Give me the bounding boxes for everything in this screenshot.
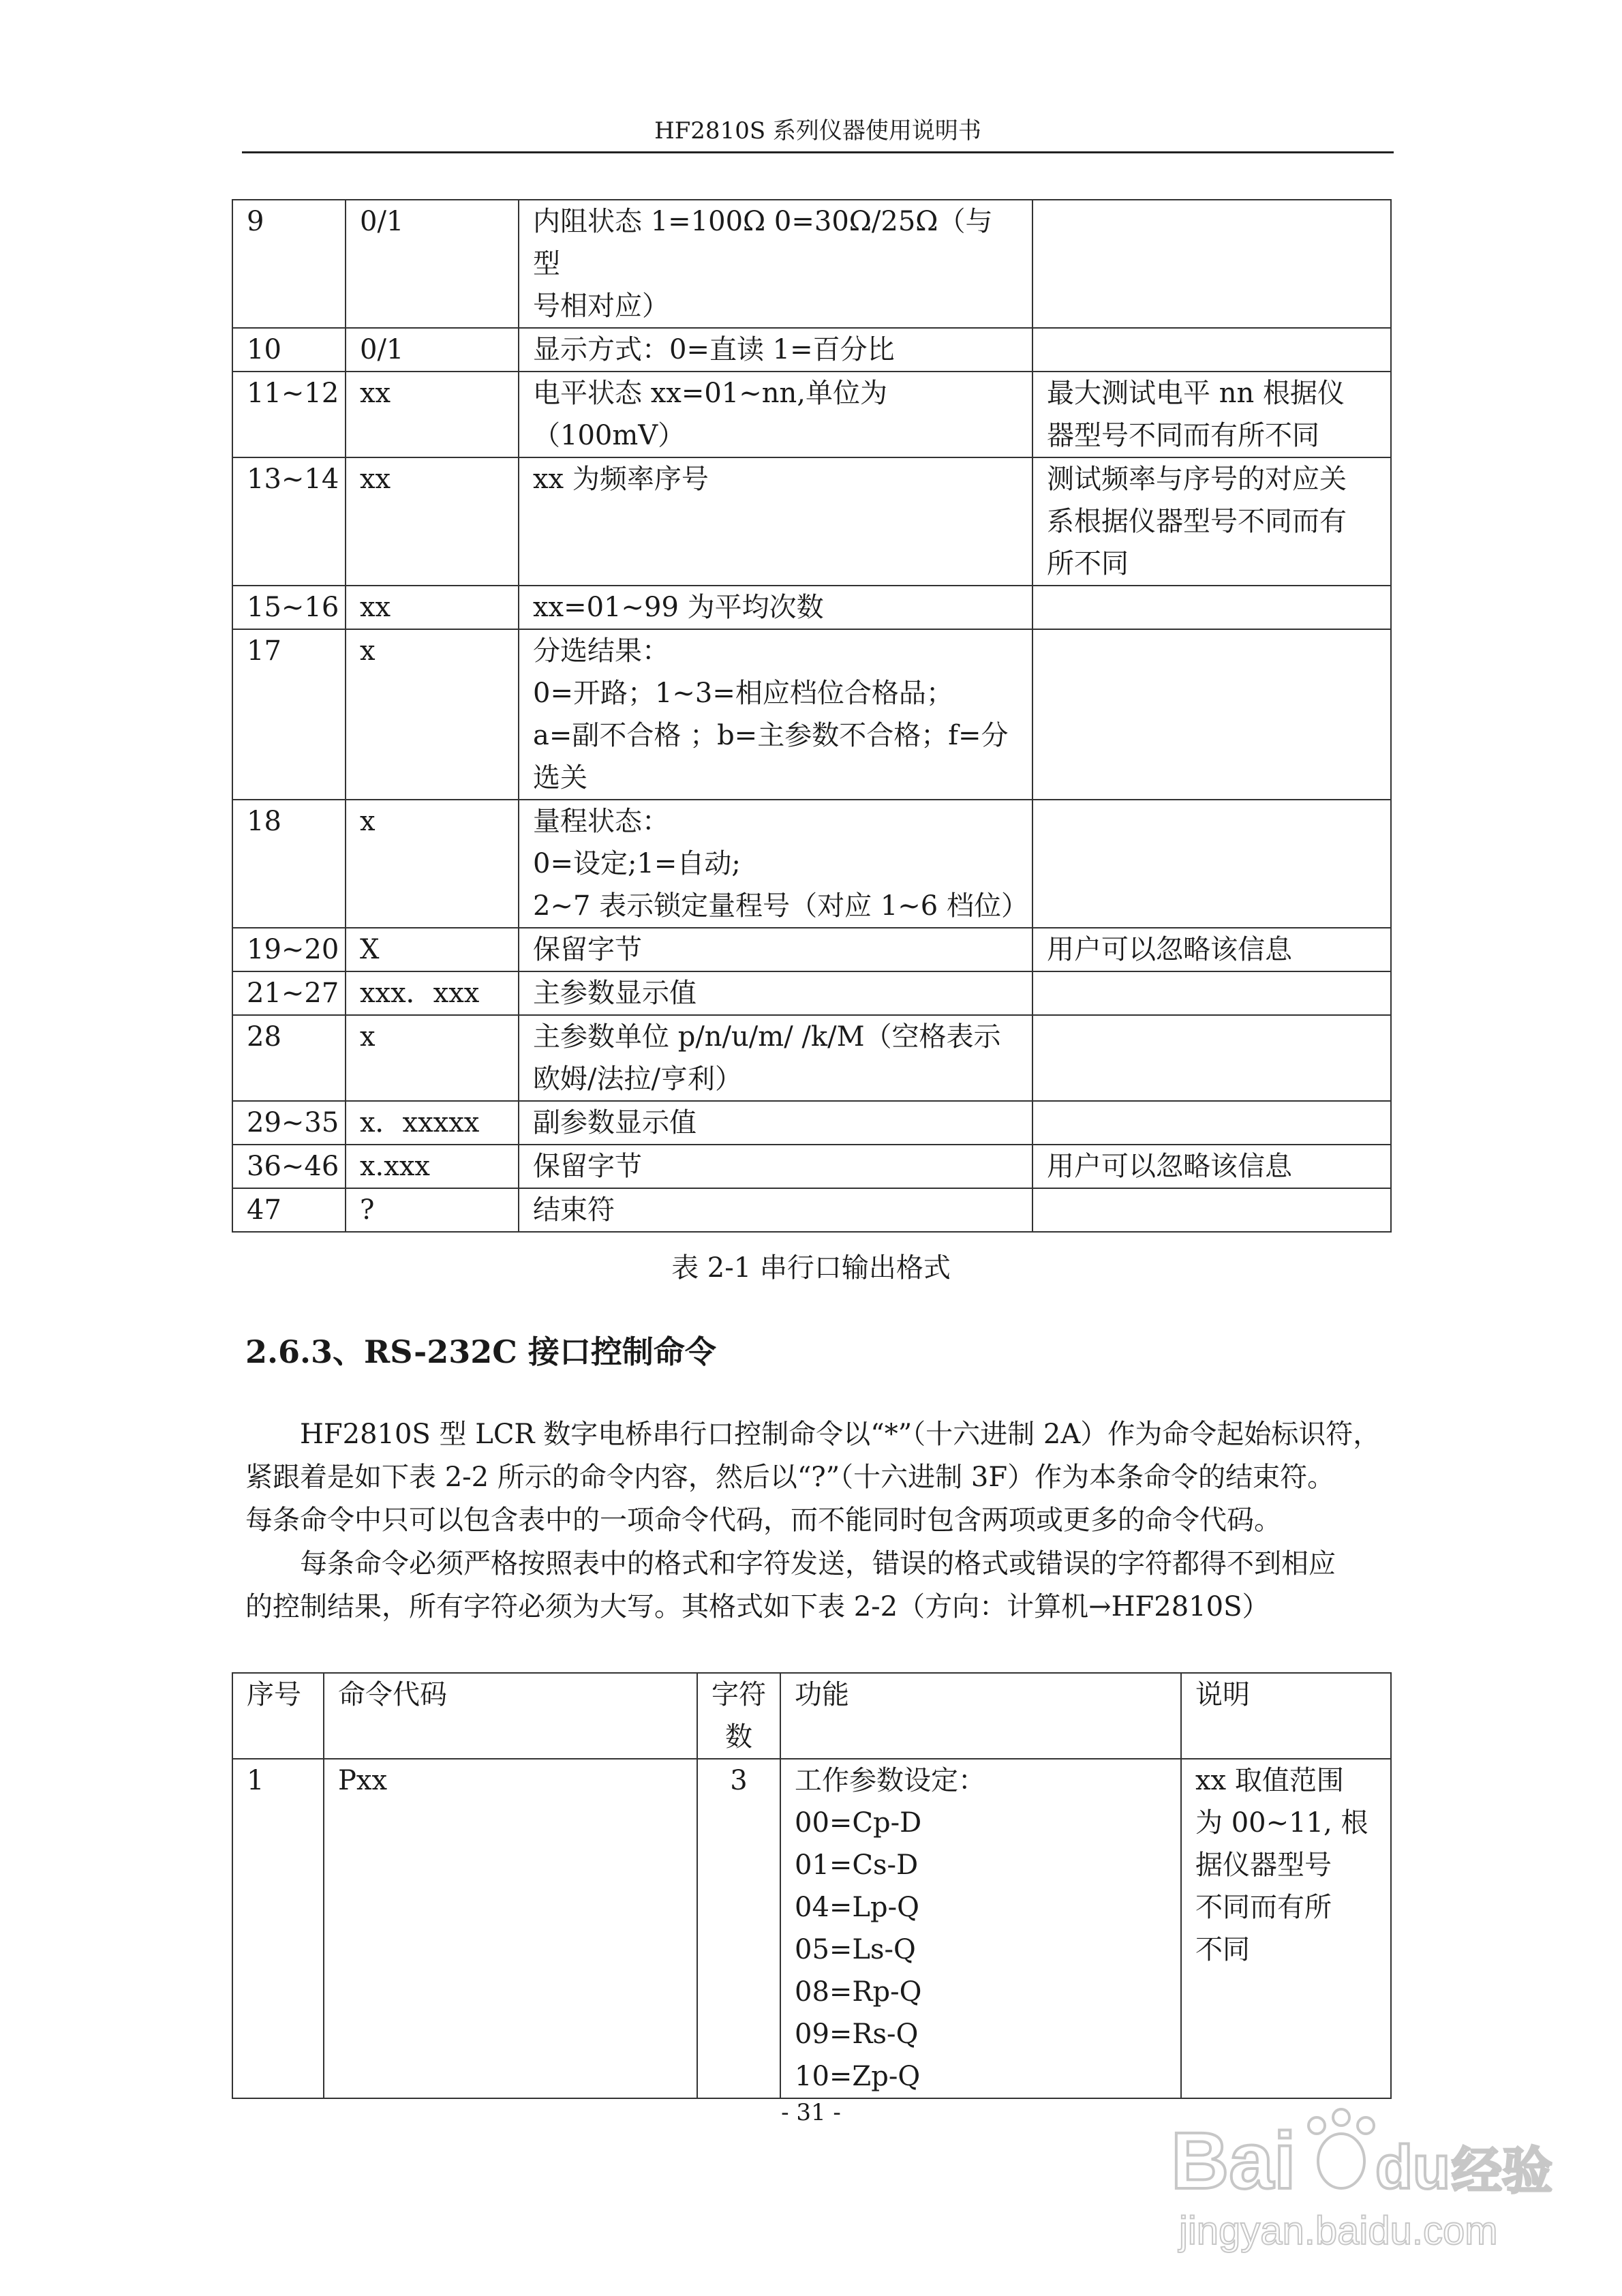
byte-value: x.xxx [346, 1145, 519, 1188]
running-header: HF2810S 系列仪器使用说明书 [654, 117, 981, 145]
byte-meaning: 结束符 [519, 1188, 1032, 1232]
byte-meaning: 主参数显示值 [519, 971, 1032, 1015]
table-row [232, 1759, 1391, 2098]
byte-note [1032, 1188, 1391, 1232]
byte-meaning: 副参数显示值 [519, 1101, 1032, 1145]
byte-index: 19~20 [232, 928, 346, 971]
byte-value: x．xxxxx [346, 1101, 519, 1145]
paragraph-line: 紧跟着是如下表 2-2 所示的命令内容，然后以“?”（十六进制 3F）作为本条命令的结束符。 [245, 1462, 1335, 1493]
table-row [232, 1145, 1391, 1188]
paragraph-command-format [245, 1543, 1390, 1629]
byte-value: x [346, 1015, 519, 1101]
header-function: 功能 [780, 1673, 1181, 1759]
serial-output-format-table [232, 199, 1392, 1233]
byte-note [1032, 1101, 1391, 1145]
byte-index: 28 [232, 1015, 346, 1101]
byte-index: 18 [232, 800, 346, 928]
byte-index: 9 [232, 200, 346, 328]
byte-note [1032, 971, 1391, 1015]
command-description: xx 取值范围 为 00~11, 根 据仪器型号 不同而有所 不同 [1181, 1759, 1391, 2098]
byte-meaning: 分选结果： 0=开路；1~3=相应档位合格品； a=副不合格 ；b=主参数不合格；f=分 选关 [519, 629, 1032, 800]
byte-note [1032, 629, 1391, 800]
byte-value: X [346, 928, 519, 971]
byte-index: 47 [232, 1188, 346, 1232]
byte-note [1032, 328, 1391, 372]
byte-meaning: 主参数单位 p/n/u/m/ /k/M（空格表示 欧姆/法拉/亨利） [519, 1015, 1032, 1101]
byte-index: 13~14 [232, 457, 346, 586]
byte-value: 0/1 [346, 200, 519, 328]
byte-index: 29~35 [232, 1101, 346, 1145]
byte-value: xx [346, 372, 519, 457]
byte-note: 用户可以忽略该信息 [1032, 1145, 1391, 1188]
table-row [232, 328, 1391, 372]
table-row [232, 586, 1391, 629]
byte-index: 36~46 [232, 1145, 346, 1188]
byte-note [1032, 200, 1391, 328]
byte-meaning: 保留字节 [519, 1145, 1032, 1188]
watermark-jingyan: 经验 [1452, 2142, 1552, 2201]
byte-index: 10 [232, 328, 346, 372]
table-header-row [232, 1673, 1391, 1759]
section-title: 2.6.3、RS-232C 接口控制命令 [245, 1333, 716, 1370]
command-char-count: 3 [697, 1759, 780, 2098]
table-row [232, 372, 1391, 457]
table-row [232, 800, 1391, 928]
table-row [232, 1101, 1391, 1145]
watermark-url: jingyan.baidu.com [1179, 2209, 1498, 2253]
header-index: 序号 [232, 1673, 324, 1759]
byte-note [1032, 800, 1391, 928]
header-char-count: 字符 数 [697, 1673, 780, 1759]
byte-index: 15~16 [232, 586, 346, 629]
command-index: 1 [232, 1759, 324, 2098]
byte-note: 最大测试电平 nn 根据仪 器型号不同而有所不同 [1032, 372, 1391, 457]
paragraph-line: 的控制结果，所有字符必须为大写。其格式如下表 2-2（方向：计算机→HF2810S） [245, 1591, 1270, 1622]
table-row [232, 1188, 1391, 1232]
byte-value: xxx．xxx [346, 971, 519, 1015]
paragraph-line: HF2810S 型 LCR 数字电桥串行口控制命令以“*”（十六进制 2A）作为命令起始标识符， [300, 1419, 1381, 1450]
command-table [232, 1672, 1392, 2099]
byte-index: 21~27 [232, 971, 346, 1015]
byte-meaning: 显示方式：0=直读 1=百分比 [519, 328, 1032, 372]
byte-note: 测试频率与序号的对应关 系根据仪器型号不同而有 所不同 [1032, 457, 1391, 586]
byte-meaning: xx=01~99 为平均次数 [519, 586, 1032, 629]
table-row [232, 629, 1391, 800]
command-code: Pxx [324, 1759, 697, 2098]
byte-note [1032, 586, 1391, 629]
table-row [232, 1015, 1391, 1101]
paragraph-command-intro [245, 1413, 1390, 1542]
table-row [232, 971, 1391, 1015]
baidu-jingyan-watermark [1159, 2093, 1567, 2263]
table-row [232, 928, 1391, 971]
byte-value: 0/1 [346, 328, 519, 372]
baidu-logo-icon [1159, 2093, 1567, 2263]
watermark-brand-suffix: du [1375, 2134, 1450, 2202]
byte-index: 11~12 [232, 372, 346, 457]
byte-meaning: 保留字节 [519, 928, 1032, 971]
byte-index: 17 [232, 629, 346, 800]
byte-meaning: xx 为频率序号 [519, 457, 1032, 586]
byte-note: 用户可以忽略该信息 [1032, 928, 1391, 971]
byte-value: x [346, 629, 519, 800]
table-caption: 表 2-1 串行口输出格式 [671, 1252, 951, 1284]
watermark-brand: Bai [1171, 2116, 1296, 2206]
byte-value: xx [346, 586, 519, 629]
header-command-code: 命令代码 [324, 1673, 697, 1759]
byte-meaning: 电平状态 xx=01~nn,单位为（100mV） [519, 372, 1032, 457]
paragraph-line: 每条命令必须严格按照表中的格式和字符发送，错误的格式或错误的字符都得不到相应 [300, 1548, 1336, 1580]
paragraph-line: 每条命令中只可以包含表中的一项命令代码，而不能同时包含两项或更多的命令代码。 [245, 1505, 1281, 1536]
paw-icon [1309, 2109, 1374, 2188]
table-row [232, 200, 1391, 328]
header-rule [242, 151, 1394, 153]
byte-value: x [346, 800, 519, 928]
table-row [232, 457, 1391, 586]
byte-value: xx [346, 457, 519, 586]
byte-note [1032, 1015, 1391, 1101]
byte-meaning: 内阻状态 1=100Ω 0=30Ω/25Ω（与型 号相对应） [519, 200, 1032, 328]
byte-value: ? [346, 1188, 519, 1232]
header-description: 说明 [1181, 1673, 1391, 1759]
page-number: - 31 - [781, 2099, 841, 2126]
command-function: 工作参数设定： 00=Cp-D 01=Cs-D 04=Lp-Q 05=Ls-Q 08=Rp-Q 09=Rs-Q 10=Zp-Q [780, 1759, 1181, 2098]
byte-meaning: 量程状态： 0=设定;1=自动; 2~7 表示锁定量程号（对应 1~6 档位） [519, 800, 1032, 928]
